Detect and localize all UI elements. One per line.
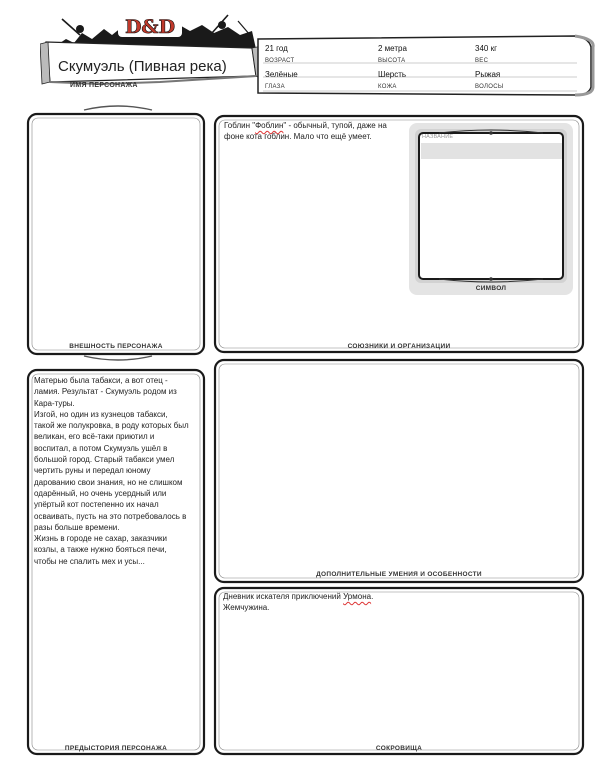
skin-value[interactable]: Шерсть — [378, 70, 407, 79]
character-name-label: ИМЯ ПЕРСОНАЖА — [70, 82, 138, 89]
features-caption: ДОПОЛНИТЕЛЬНЫЕ УМЕНИЯ И ОСОБЕННОСТИ — [316, 571, 482, 578]
logo-text: D&D — [124, 16, 176, 38]
character-name[interactable]: Скумуэль (Пивная река) — [58, 58, 227, 75]
height-value[interactable]: 2 метра — [378, 44, 407, 53]
treasure-highlight: Урмона — [343, 592, 372, 601]
weight-value[interactable]: 340 кг — [475, 44, 497, 53]
symbol-name-field[interactable] — [421, 143, 562, 159]
age-value[interactable]: 21 год — [265, 44, 288, 53]
features-box[interactable] — [213, 358, 585, 584]
backstory-text[interactable]: Матерью была табакси, а вот отец - ламия. Результат - Скумуэль родом из Кара-туры. Изгой, но один из кузнецов табакси, такой же полукровка, в роду которых был великан, его всё-таки приютил и воспитал, а потом Скумуэль ушёл в большой город. Старый табакси умел чертить руны и передал юному дарованию свои знания, но не слишком одарённый, но очень усердный или упёртый кот постепенно их начал осваивать, пусть на это потребовалось в разы больше времени. Жизнь в городе не сахар, заказчики козлы, а также нужно бояться печи, чтобы не спалить мех и усы... — [34, 376, 189, 566]
allies-highlight: Фоблин — [255, 121, 284, 130]
height-label: ВЫСОТА — [378, 58, 406, 64]
symbol-name-label: НАЗВАНИЕ — [422, 134, 454, 140]
appearance-box[interactable] — [24, 104, 208, 362]
symbol-caption: СИМВОЛ — [475, 285, 507, 292]
character-details-scroll — [255, 33, 595, 97]
allies-caption: СОЮЗНИКИ И ОРГАНИЗАЦИИ — [347, 343, 451, 350]
weight-label: ВЕС — [475, 58, 489, 64]
hair-value[interactable]: Рыжая — [475, 70, 501, 79]
allies-text[interactable]: Гоблин "Фоблин" - обычный, тупой, даже на фоне кота гоблин. Мало что ещё умеет. — [224, 121, 387, 142]
age-label: ВОЗРАСТ — [265, 58, 295, 64]
eyes-label: ГЛАЗА — [265, 84, 285, 90]
treasure-caption: СОКРОВИЩА — [375, 745, 423, 752]
skin-label: КОЖА — [378, 84, 397, 90]
hair-label: ВОЛОСЫ — [475, 84, 504, 90]
treasure-text[interactable]: Дневник искателя приключений Урмона. Жемчужина. — [223, 592, 374, 613]
eyes-value[interactable]: Зелёные — [265, 70, 298, 79]
backstory-caption: ПРЕДЫСТОРИЯ ПЕРСОНАЖА — [64, 745, 168, 752]
appearance-caption: ВНЕШНОСТЬ ПЕРСОНАЖА — [69, 343, 163, 350]
